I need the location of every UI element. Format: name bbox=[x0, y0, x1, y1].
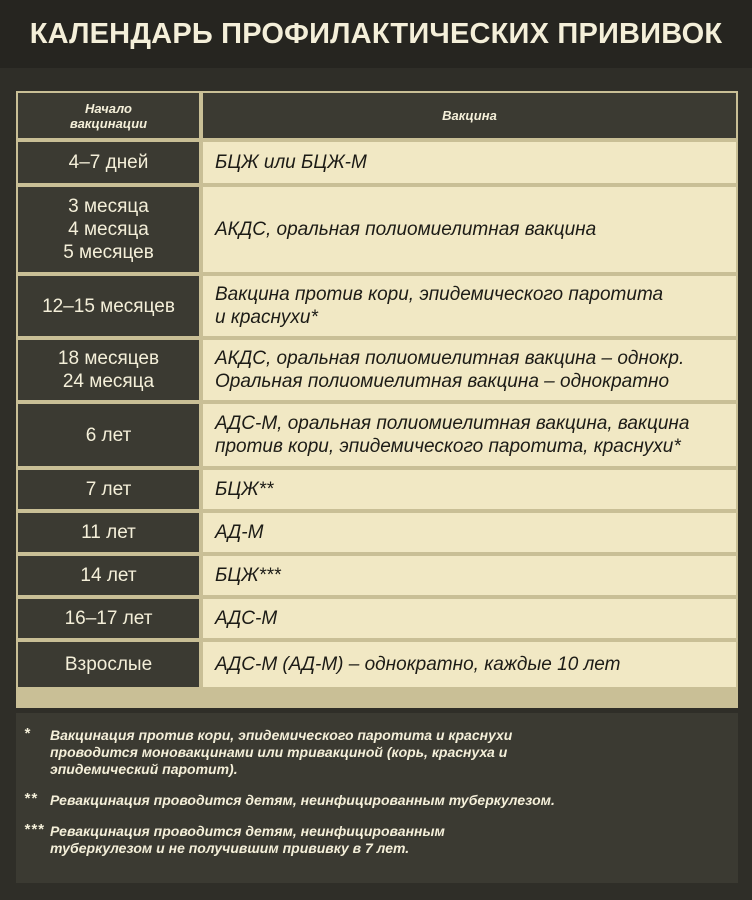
footnote-line: эпидемический паротит). bbox=[50, 761, 238, 777]
vaccine-cell bbox=[203, 556, 736, 595]
footnote-mark: *** bbox=[24, 821, 45, 838]
table-header-row bbox=[18, 93, 736, 142]
age-cell bbox=[18, 340, 199, 400]
vaccine-line: АКДС, оральная полиомиелитная вакцина – однокр. bbox=[215, 348, 685, 369]
age-cell bbox=[18, 142, 199, 183]
age-line: 6 лет bbox=[85, 424, 132, 446]
header-vaccine: Вакцина bbox=[203, 93, 736, 138]
table-row bbox=[18, 404, 736, 470]
vaccine-cell bbox=[203, 187, 736, 272]
table-row bbox=[18, 599, 736, 642]
vaccine-line: БЦЖ или БЦЖ-М bbox=[215, 152, 367, 173]
footnote-line: Вакцинация против кори, эпидемического паротита и краснухи bbox=[50, 727, 513, 743]
age-line: 11 лет bbox=[81, 522, 136, 543]
footnote-line: Ревакцинация проводится детям, неинфицированным туберкулезом. bbox=[50, 792, 555, 808]
table-row bbox=[18, 470, 736, 513]
age-line: 4 месяца bbox=[68, 219, 149, 240]
header-age-line: вакцинации bbox=[69, 115, 148, 131]
footnote bbox=[24, 725, 728, 778]
page-title: КАЛЕНДАРЬ ПРОФИЛАКТИЧЕСКИХ ПРИВИВОК bbox=[29, 17, 723, 50]
age-cell bbox=[18, 470, 199, 509]
footnote-mark: ** bbox=[24, 790, 38, 807]
vaccination-table bbox=[16, 91, 738, 708]
age-line: 4–7 дней bbox=[68, 152, 149, 173]
vaccine-cell bbox=[203, 470, 736, 509]
age-line: 5 месяцев bbox=[63, 242, 154, 263]
age-line: Взрослые bbox=[64, 654, 153, 675]
vaccine-line: против кори, эпидемического паротита, краснухи* bbox=[215, 436, 681, 457]
vaccine-line: АДС-М, оральная полиомиелитная вакцина, вакцина bbox=[215, 413, 690, 434]
footnote-mark: * bbox=[24, 725, 31, 742]
table-row bbox=[18, 187, 736, 276]
header-age bbox=[18, 93, 199, 138]
footnote-line: проводится моновакцинами или тривакциной (корь, краснуха и bbox=[50, 744, 508, 760]
vaccine-cell bbox=[203, 340, 736, 400]
age-cell bbox=[18, 187, 199, 272]
vaccine-line: АДС-М bbox=[215, 608, 278, 629]
age-cell bbox=[18, 404, 199, 466]
age-cell bbox=[18, 599, 199, 638]
vaccine-cell bbox=[203, 276, 736, 336]
vaccine-cell bbox=[203, 142, 736, 183]
vaccine-line: Оральная полиомиелитная вакцина – однократно bbox=[215, 371, 670, 392]
header-bar bbox=[0, 0, 752, 68]
vaccine-cell bbox=[203, 642, 736, 687]
age-cell bbox=[18, 276, 199, 336]
age-line: 14 лет bbox=[80, 565, 137, 586]
vaccine-line: БЦЖ*** bbox=[215, 565, 281, 586]
footnote bbox=[24, 821, 728, 857]
age-cell bbox=[18, 642, 199, 687]
age-line: 18 месяцев bbox=[57, 348, 160, 369]
age-line: 12–15 месяцев bbox=[42, 295, 175, 317]
header-age-line: Начало bbox=[85, 100, 132, 116]
footnote bbox=[24, 790, 728, 809]
vaccine-line: и краснухи* bbox=[215, 307, 318, 328]
footnote-line: Ревакцинация проводится детям, неинфицированным bbox=[50, 823, 445, 839]
vaccine-cell bbox=[203, 404, 736, 466]
vaccine-line: Вакцина против кори, эпидемического паротита bbox=[215, 284, 664, 305]
vaccine-line: АД-М bbox=[215, 522, 264, 543]
table-row bbox=[18, 276, 736, 340]
table-row bbox=[18, 556, 736, 599]
table-row bbox=[18, 340, 736, 404]
vaccine-cell bbox=[203, 513, 736, 552]
vaccine-cell bbox=[203, 599, 736, 638]
table-row bbox=[18, 513, 736, 556]
age-line: 24 месяца bbox=[62, 371, 155, 392]
age-line: 3 месяца bbox=[68, 196, 149, 217]
table-row bbox=[18, 142, 736, 187]
age-line: 16–17 лет bbox=[64, 608, 153, 629]
vaccine-line: АКДС, оральная полиомиелитная вакцина bbox=[215, 219, 597, 240]
vaccine-line: АДС-М (АД-М) – однократно, каждые 10 лет bbox=[215, 654, 621, 675]
age-cell bbox=[18, 556, 199, 595]
age-line: 7 лет bbox=[85, 479, 132, 500]
footnote-line: туберкулезом и не получившим прививку в 7 лет. bbox=[50, 840, 410, 856]
footnotes bbox=[16, 713, 738, 883]
vaccine-line: БЦЖ** bbox=[215, 479, 274, 500]
age-cell bbox=[18, 513, 199, 552]
table-row bbox=[18, 642, 736, 687]
